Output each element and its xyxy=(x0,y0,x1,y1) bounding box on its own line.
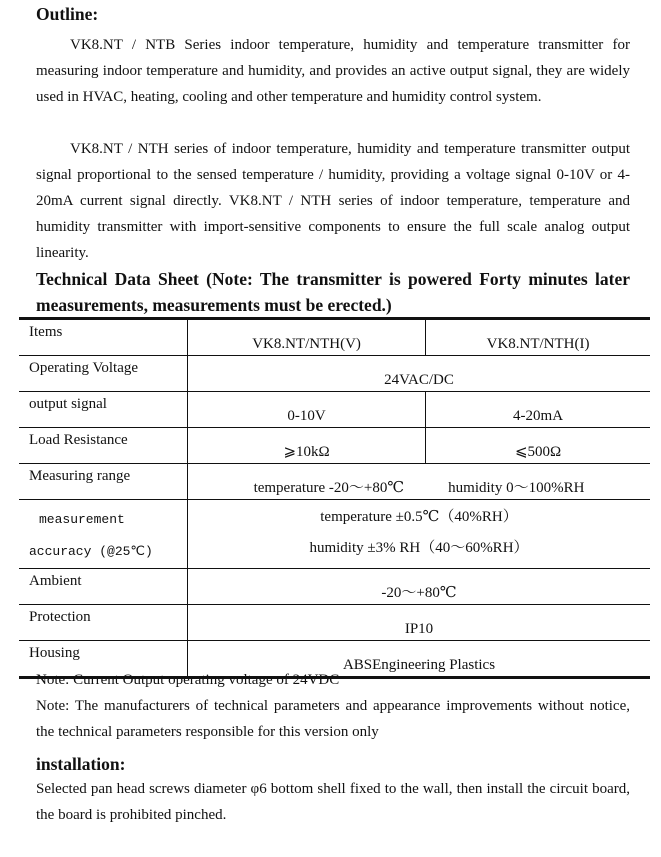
table-row xyxy=(19,319,650,356)
items-col1: VK8.NT/NTH(V) xyxy=(188,319,426,356)
voltage-value: 24VAC/DC xyxy=(188,356,651,392)
row-label-load: Load Resistance xyxy=(19,428,188,464)
notes-section xyxy=(36,667,630,745)
range-humidity: humidity 0～100%RH xyxy=(448,480,585,496)
outline-paragraph-1: VK8.NT / NTB Series indoor temperature, humidity and temperature transmitter for measuring indoor temperature and humidity, and provides an active output signal, they are widely used in HVAC, heating, cooling and other temperature and humidity control system. xyxy=(36,37,630,105)
outline-heading: Outline: xyxy=(36,4,99,24)
row-label-range: Measuring range xyxy=(19,464,188,500)
outline-paragraph-2: VK8.NT / NTH series of indoor temperature, humidity and temperature transmitter output signal proportional to the sensed temperature / humidity, providing a voltage signal 0-10V or 4-20mA current signal directly. VK8.NT / NTH series of indoor temperature, temperature and humidity transmitter with import-sensitive components to ensure the full scale analog output linearity. xyxy=(36,141,630,261)
range-value xyxy=(188,464,651,500)
row-label-items: Items xyxy=(19,319,188,356)
installation-text: Selected pan head screws diameter φ6 bottom shell fixed to the wall, then install the circuit board, the board is prohibited pinched. xyxy=(36,781,630,823)
accuracy-value xyxy=(188,500,651,569)
ambient-value: -20～+80℃ xyxy=(188,569,651,605)
accuracy-label-line2: accuracy (@25℃) xyxy=(29,544,153,559)
row-label-output: output signal xyxy=(19,392,188,428)
protection-value: IP10 xyxy=(188,605,651,641)
row-label-voltage: Operating Voltage xyxy=(19,356,188,392)
note-disclaimer: Note: The manufacturers of technical parameters and appearance improvements without notice, the technical parameters responsible for this version only xyxy=(36,698,630,740)
note-voltage: Note: Current Output operating voltage of 24VDC xyxy=(36,672,340,688)
table-row xyxy=(19,392,650,428)
housing-value: ABSEngineering Plastics xyxy=(188,641,651,678)
load-col1: ⩾10kΩ xyxy=(188,428,426,464)
row-label-housing: Housing xyxy=(19,641,188,678)
row-label-ambient: Ambient xyxy=(19,569,188,605)
row-label-protection: Protection xyxy=(19,605,188,641)
table-row xyxy=(19,605,650,641)
accuracy-humidity: humidity ±3% RH（40～60%RH） xyxy=(309,540,529,556)
items-col2: VK8.NT/NTH(I) xyxy=(426,319,650,356)
load-col2: ⩽500Ω xyxy=(426,428,650,464)
row-label-accuracy xyxy=(19,500,188,569)
table-row xyxy=(19,464,650,500)
table-row xyxy=(19,428,650,464)
table-row xyxy=(19,356,650,392)
range-temperature: temperature -20～+80℃ xyxy=(253,480,405,496)
output-col1: 0-10V xyxy=(188,392,426,428)
accuracy-label-line1: measurement xyxy=(39,512,125,527)
accuracy-temperature: temperature ±0.5℃（40%RH） xyxy=(320,509,518,525)
installation-heading: installation: xyxy=(36,754,126,774)
technical-data-table xyxy=(19,317,650,679)
output-col2: 4-20mA xyxy=(426,392,650,428)
table-row xyxy=(19,569,650,605)
table-row xyxy=(19,500,650,569)
datasheet-heading: Technical Data Sheet (Note: The transmitter is powered Forty minutes later measurements, measurements must be erected.) xyxy=(36,269,630,315)
